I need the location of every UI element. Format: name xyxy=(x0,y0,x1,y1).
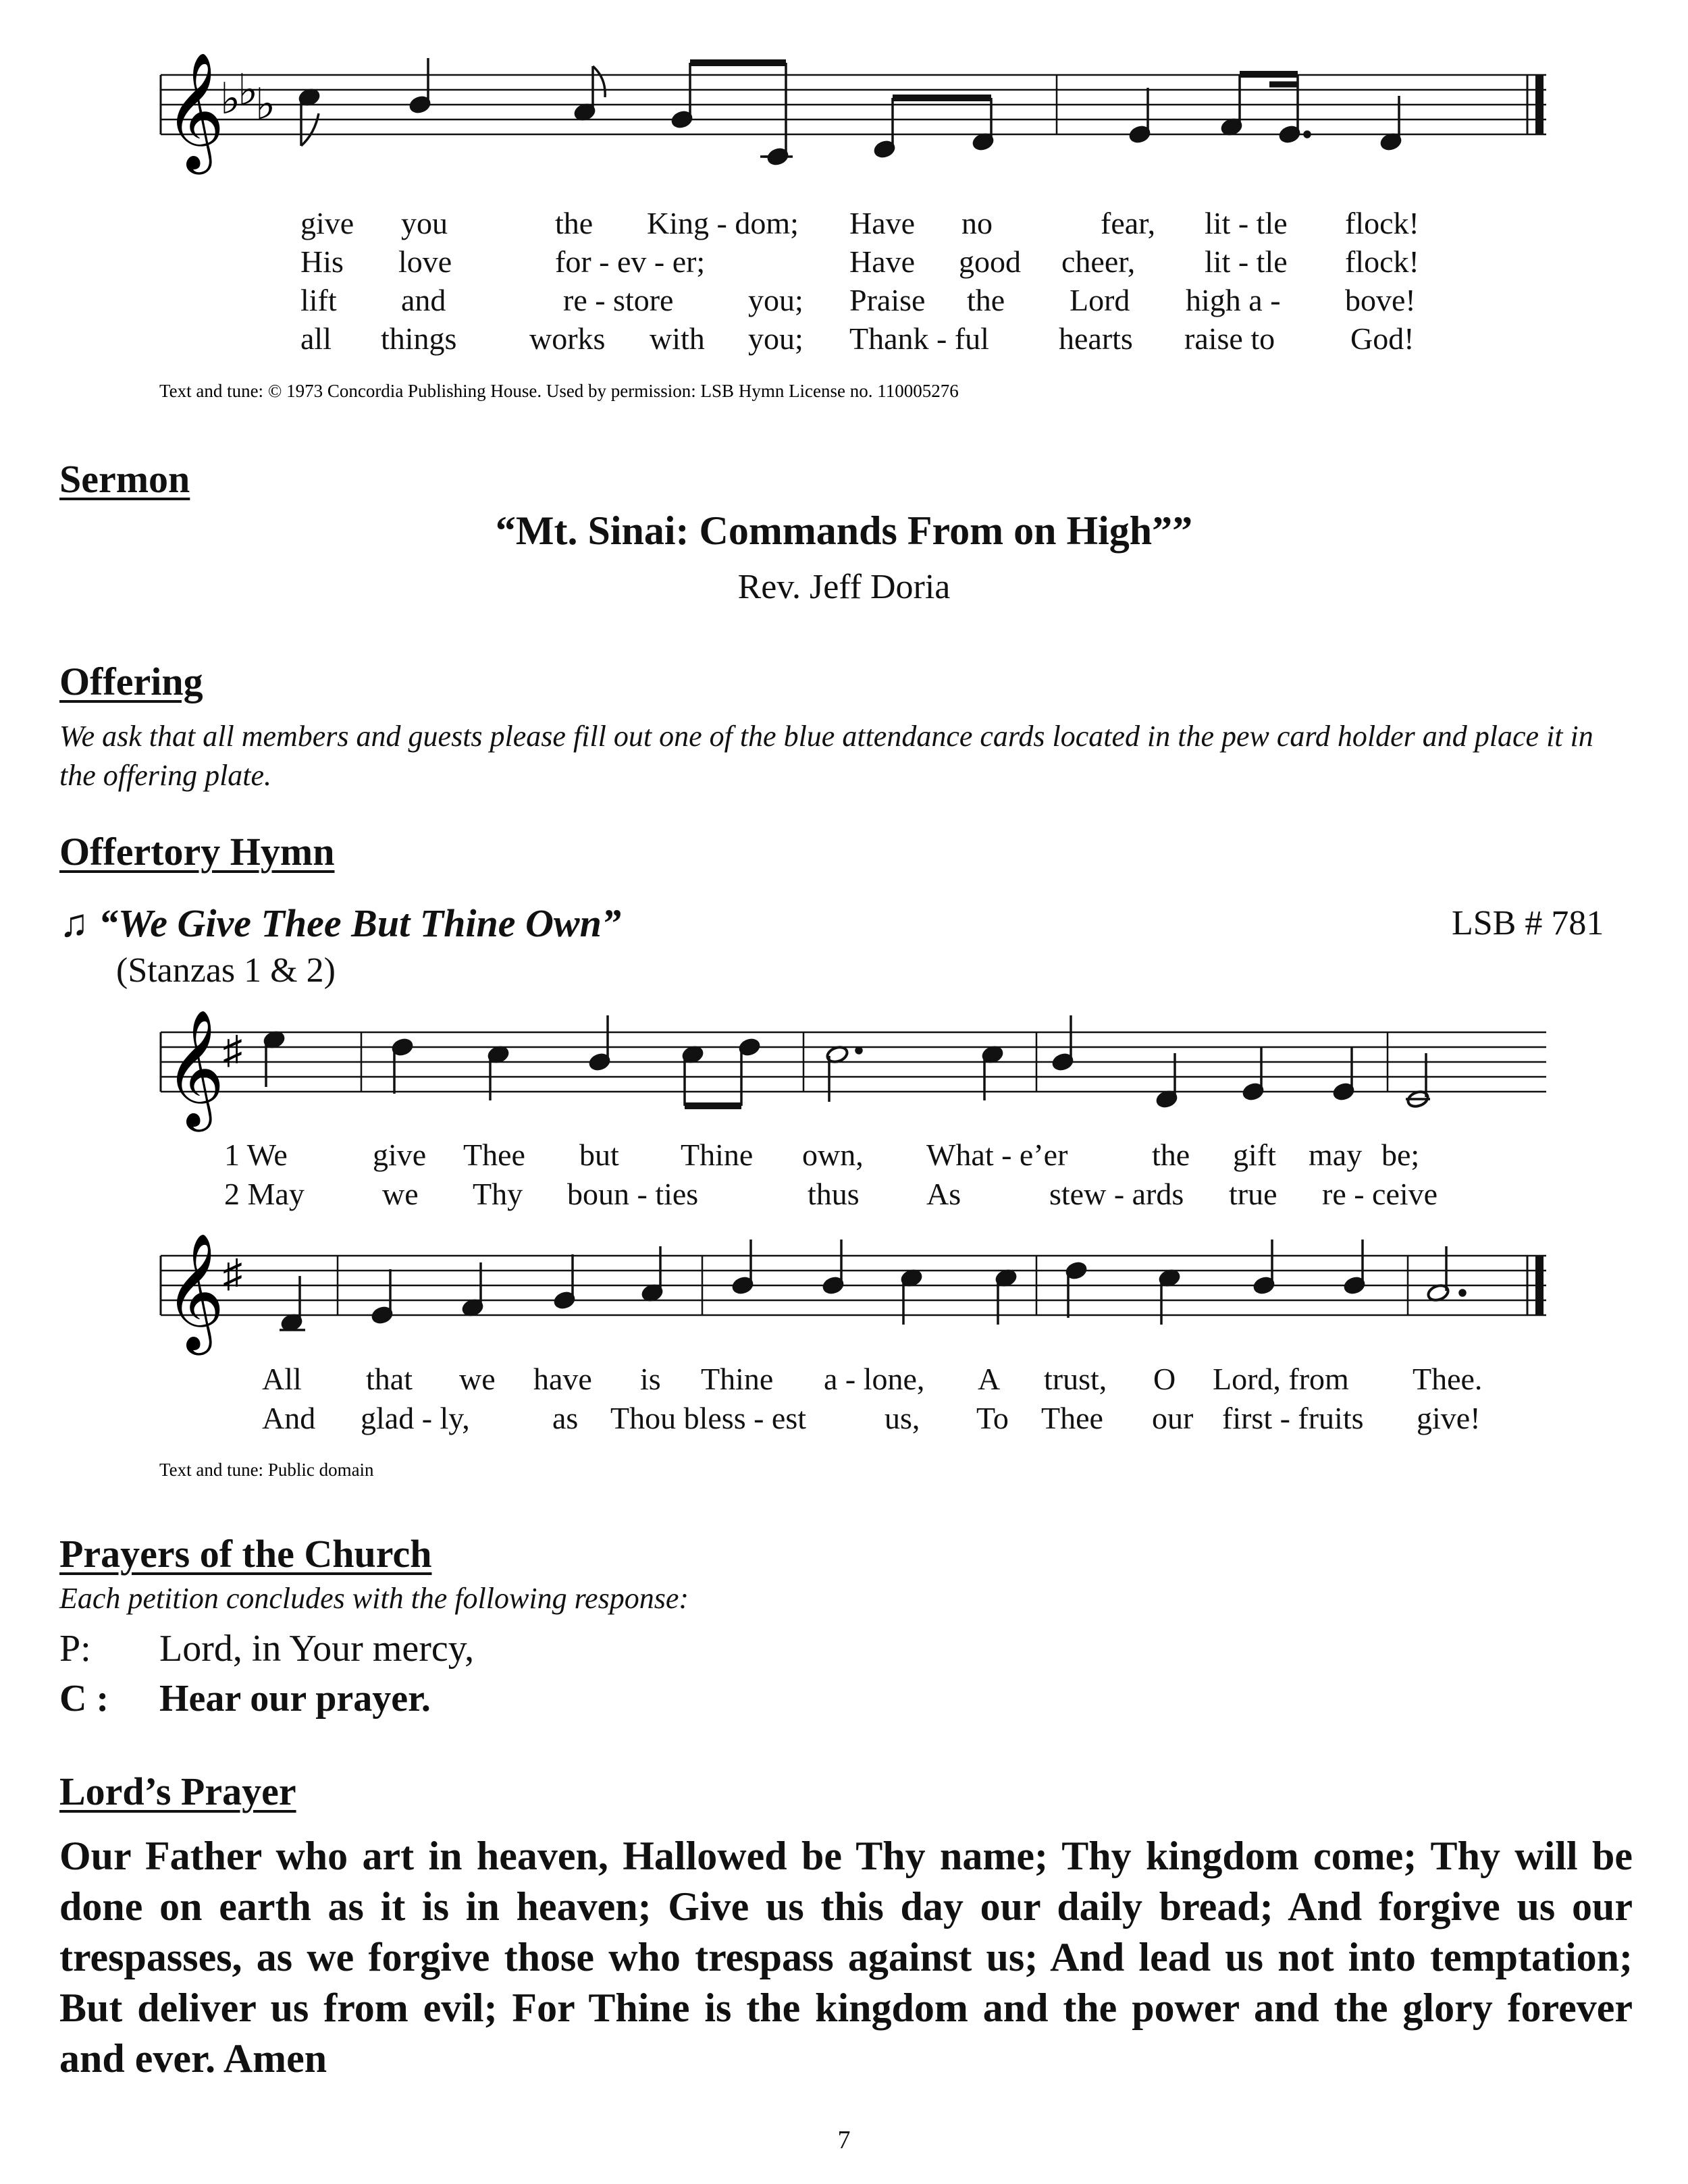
lyric: things xyxy=(381,321,457,356)
lyric: love xyxy=(398,244,452,279)
lyric: with xyxy=(650,321,705,356)
staff-lines xyxy=(161,1032,1546,1092)
lyric: 2 May xyxy=(224,1177,305,1211)
lyric: the xyxy=(555,206,594,240)
lyric: as xyxy=(552,1401,579,1435)
lyric: stew - ards xyxy=(1049,1177,1184,1211)
lyric: high a - xyxy=(1186,283,1281,317)
staff-lines xyxy=(161,75,1546,134)
lyric: cheer, xyxy=(1061,244,1136,279)
lyric: Thee xyxy=(463,1138,525,1172)
lyric: works xyxy=(529,321,606,356)
prayers-note: Each petition concludes with the following response: xyxy=(59,1582,689,1615)
lyric: a - lone, xyxy=(824,1362,925,1396)
lyric: re - store xyxy=(563,283,674,317)
lyric: is xyxy=(640,1362,661,1396)
lyric: hearts xyxy=(1059,321,1133,356)
lyric: us, xyxy=(885,1401,920,1435)
lyric: Praise xyxy=(849,283,926,317)
sermon-preacher: Rev. Jeff Doria xyxy=(737,568,951,606)
lyric: give xyxy=(373,1138,427,1172)
lyric: Lord, from xyxy=(1213,1362,1349,1396)
lyric: no xyxy=(961,206,993,240)
hymn-title: “We Give Thee But Thine Own” xyxy=(99,901,621,945)
lyric: Thank - ful xyxy=(849,321,989,356)
lyric: Thee xyxy=(1041,1401,1103,1435)
congregation-response: Hear our prayer. xyxy=(159,1678,431,1720)
flat-key-signature: ♭ xyxy=(255,80,276,128)
sharp-key-signature: ♯ xyxy=(223,1028,242,1072)
lyric: King - dom; xyxy=(647,206,799,240)
lyric: Lord xyxy=(1070,283,1130,317)
lyric: A xyxy=(978,1362,999,1396)
lyric: Have xyxy=(849,206,916,240)
lyric: lift xyxy=(300,283,337,317)
lyric: thus xyxy=(808,1177,860,1211)
lyric: O xyxy=(1153,1362,1176,1396)
lyric: fear, xyxy=(1101,206,1156,240)
svg-text:lift and re - store xyxy=(300,283,1416,317)
hymn-number: LSB # 781 xyxy=(1452,904,1604,942)
lyric: for - ev - er; xyxy=(555,244,706,279)
sharp-key-signature: ♯ xyxy=(223,1252,242,1296)
lyric: give xyxy=(300,206,354,240)
lyric: As xyxy=(926,1177,961,1211)
lyric: flock! xyxy=(1345,206,1419,240)
sermon-title: “Mt. Sinai: Commands From on High”” xyxy=(495,508,1193,553)
lyric: raise to xyxy=(1184,321,1275,356)
section-heading-sermon: Sermon xyxy=(59,457,190,501)
lyric: you; xyxy=(748,321,803,356)
section-heading-offering: Offering xyxy=(59,660,203,703)
lyric: Thy xyxy=(473,1177,523,1211)
svg-text:2 May we Thy boun xyxy=(224,1177,1438,1211)
lyric: To xyxy=(976,1401,1009,1435)
page-number: 7 xyxy=(837,2126,851,2154)
pastor-label: P: xyxy=(59,1628,91,1670)
flat-key-signature: ♭ xyxy=(220,75,241,123)
lyric: we xyxy=(459,1362,496,1396)
lyric: flock! xyxy=(1345,244,1419,279)
svg-text:all things works w xyxy=(300,321,1415,356)
lyric: the xyxy=(967,283,1005,317)
hymn-stanzas: (Stanzas 1 & 2) xyxy=(116,951,336,990)
lyric: re - ceive xyxy=(1322,1177,1438,1211)
lyric: true xyxy=(1229,1177,1277,1211)
lyric: our xyxy=(1152,1401,1194,1435)
svg-text:His love for - ev - xyxy=(300,244,1419,279)
lyric: lit - tle xyxy=(1205,244,1288,279)
pastor-response: Lord, in Your mercy, xyxy=(159,1628,475,1670)
lyric: you; xyxy=(748,283,803,317)
lyric: His xyxy=(300,244,344,279)
lyric: good xyxy=(959,244,1021,279)
music-note-icon: ♫ xyxy=(59,901,89,945)
lyric: 1 We xyxy=(224,1138,288,1172)
hymn-title-line xyxy=(59,901,621,946)
lyric: All xyxy=(262,1362,302,1396)
lyric: bove! xyxy=(1345,283,1416,317)
lyric: own, xyxy=(802,1138,864,1172)
previous-hymn-music xyxy=(0,0,1688,419)
lyric: God! xyxy=(1350,321,1415,356)
lyric: the xyxy=(1152,1138,1190,1172)
copyright-note: Text and tune: © 1973 Concordia Publishing House. Used by permission: LSB Hymn License no. 110005276 xyxy=(159,381,959,401)
offering-note: We ask that all members and guests please fill out one of the blue attendance cards located in the pew card holder and place it in the offering plate. xyxy=(59,720,1593,792)
lyric: glad - ly, xyxy=(361,1401,470,1435)
lyric: What - e’er xyxy=(926,1138,1068,1172)
svg-text:give you the King xyxy=(300,206,1419,240)
lyric: may xyxy=(1309,1138,1363,1172)
lyric: we xyxy=(382,1177,419,1211)
final-barline xyxy=(1535,75,1544,134)
lyric: gift xyxy=(1233,1138,1276,1172)
svg-text:All that we have xyxy=(262,1362,1482,1396)
congregation-label: C : xyxy=(59,1678,109,1720)
lyric: Have xyxy=(849,244,916,279)
final-barline xyxy=(1535,1256,1544,1315)
lyric: and xyxy=(401,283,446,317)
lyric: be; xyxy=(1381,1138,1420,1172)
lyric: trust, xyxy=(1044,1362,1107,1396)
lyric: that xyxy=(366,1362,413,1396)
lyric: Thee. xyxy=(1413,1362,1483,1396)
svg-text:And glad - ly, as xyxy=(262,1401,1481,1435)
lyric: lit - tle xyxy=(1205,206,1288,240)
section-heading-prayers: Prayers of the Church xyxy=(59,1532,432,1576)
lyric: you xyxy=(401,206,448,240)
treble-clef-icon: 𝄞 xyxy=(165,1013,225,1125)
lyric: Thou bless - est xyxy=(610,1401,807,1435)
svg-text:1 We give Thee but xyxy=(224,1138,1419,1172)
treble-clef-icon: 𝄞 xyxy=(165,55,225,167)
section-heading-offertory-hymn: Offertory Hymn xyxy=(59,830,335,874)
lyric: first - fruits xyxy=(1222,1401,1364,1435)
section-heading-lords-prayer: Lord’s Prayer xyxy=(59,1769,296,1813)
lords-prayer-text: Our Father who art in heaven, Hallowed be Thy name; Thy kingdom come; Thy will be done on earth as it is in heaven; Give us this day our daily bread; And forgive us our trespasses, as we forgive those who trespass against us; And lead us not into temptation; But deliver us from evil; For Thine is the kingdom and the power and the glory forever and ever. Amen xyxy=(59,1834,1633,2081)
lyric: boun - ties xyxy=(567,1177,699,1211)
treble-clef-icon: 𝄞 xyxy=(165,1236,225,1348)
lyric: give! xyxy=(1417,1401,1481,1435)
flat-key-signature: ♭ xyxy=(238,66,259,114)
lyric: And xyxy=(262,1401,316,1435)
staff-lines xyxy=(161,1256,1546,1315)
lyric: have xyxy=(533,1362,592,1396)
lyric: Thine xyxy=(681,1138,754,1172)
offertory-hymn-music xyxy=(0,999,1688,1485)
lyric: all xyxy=(300,321,332,356)
copyright-note: Text and tune: Public domain xyxy=(159,1460,374,1480)
lyric: Thine xyxy=(701,1362,774,1396)
lyric: but xyxy=(579,1138,619,1172)
